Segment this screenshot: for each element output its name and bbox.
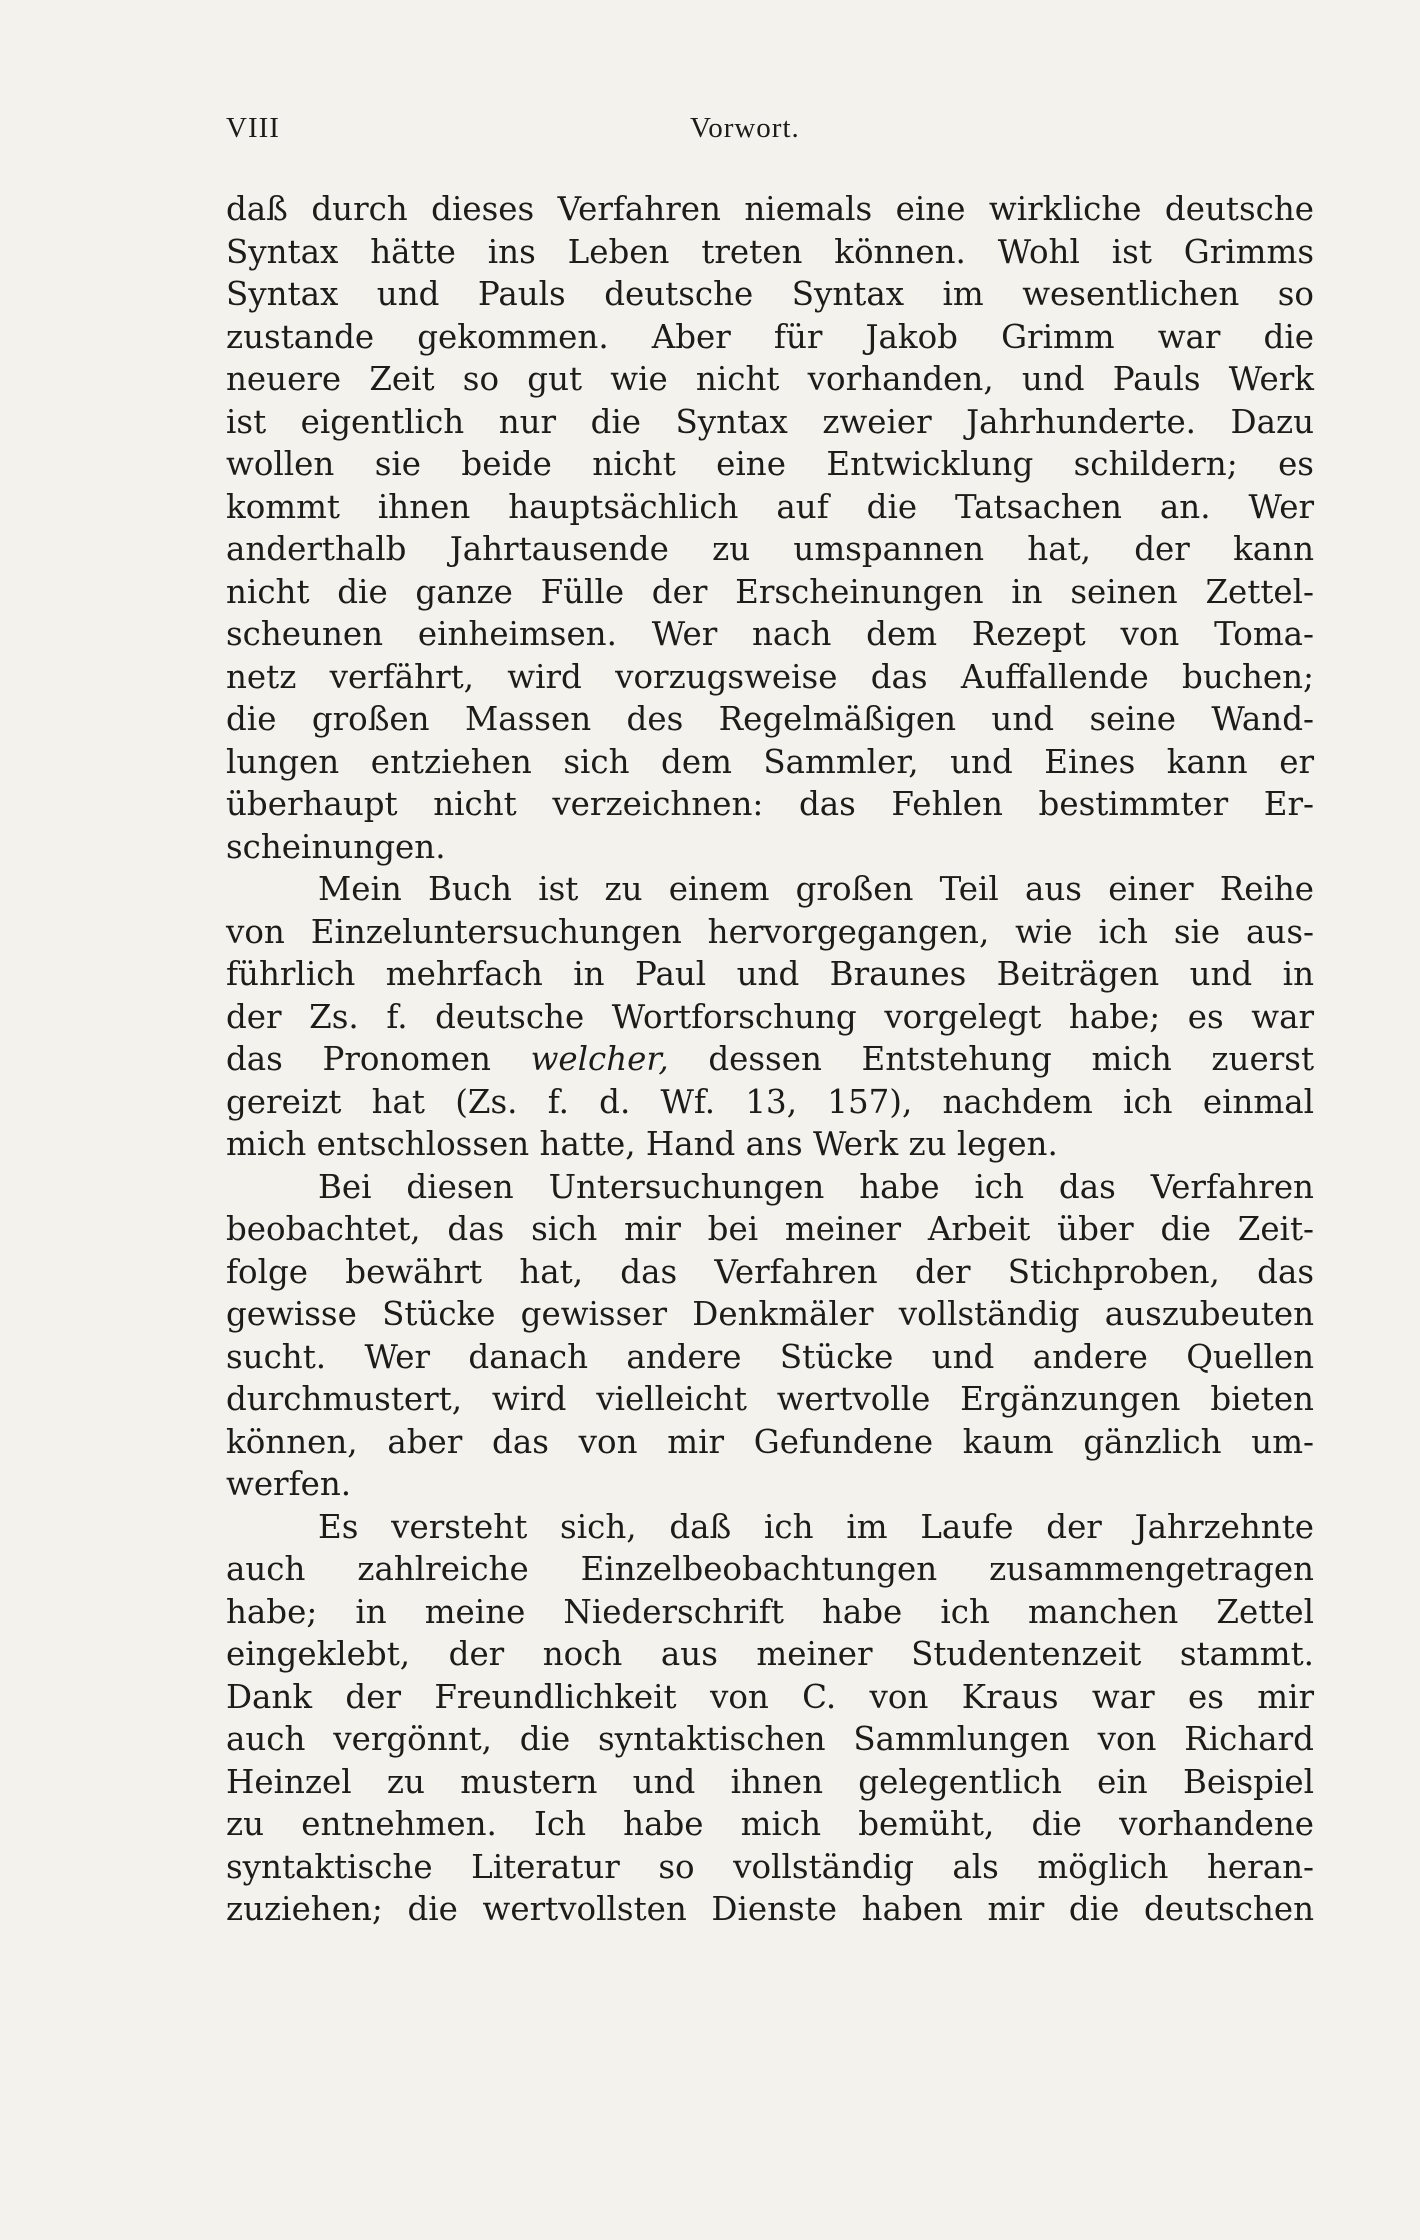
text-line: Syntax hätte ins Leben treten können. Wohl ist Grimms	[226, 232, 1314, 271]
text-line: habe; in meine Niederschrift habe ich manchen Zettel	[226, 1592, 1314, 1631]
paragraph-start-line: Mein Buch ist zu einem großen Teil aus einer Reihe	[318, 870, 1314, 908]
text-line: Syntax und Pauls deutsche Syntax im wesentlichen so	[226, 275, 1314, 313]
text-line: zuziehen; die wertvollsten Dienste haben mir die deutschen	[226, 1890, 1314, 1928]
text-line: lungen entziehen sich dem Sammler, und Eines kann er	[226, 742, 1314, 781]
text-line: gewisse Stücke gewisser Denkmäler vollständig auszubeuten	[226, 1295, 1314, 1333]
text-line: folge bewährt hat, das Verfahren der Stichproben, das	[226, 1252, 1314, 1291]
text-line: Heinzel zu mustern und ihnen gelegentlich ein Beispiel	[226, 1762, 1314, 1801]
text-line: führlich mehrfach in Paul und Braunes Beiträgen und in	[226, 955, 1314, 993]
text-line-with-italic	[226, 1038, 1314, 1081]
paragraph-end-line: werfen.	[226, 1465, 352, 1503]
text-line: syntaktische Literatur so vollständig als möglich heran-	[226, 1847, 1314, 1886]
paragraph-start-line: Bei diesen Untersuchungen habe ich das Verfahren	[318, 1167, 1314, 1206]
italic-term: welcher,	[530, 1040, 669, 1078]
text-line: sucht. Wer danach andere Stücke und andere Quellen	[226, 1337, 1314, 1376]
text-line: die großen Massen des Regelmäßigen und seine Wand-	[226, 700, 1314, 738]
text-line: netz verfährt, wird vorzugsweise das Auffallende buchen;	[226, 657, 1314, 696]
text-line: wollen sie beide nicht eine Entwicklung schildern; es	[226, 445, 1314, 483]
text-line: der Zs. f. deutsche Wortforschung vorgelegt habe; es war	[226, 997, 1314, 1036]
text-line: können, aber das von mir Gefundene kaum gänzlich um-	[226, 1422, 1314, 1461]
paragraph-start-line: Es versteht sich, daß ich im Laufe der Jahrzehnte	[318, 1507, 1314, 1546]
text-line: daß durch dieses Verfahren niemals eine wirkliche deutsche	[226, 190, 1314, 228]
text-line: Dank der Freundlichkeit von C. von Kraus war es mir	[226, 1677, 1314, 1716]
text-line: überhaupt nicht verzeichnen: das Fehlen bestimmter Er-	[226, 785, 1314, 823]
text-line: von Einzeluntersuchungen hervorgegangen, wie ich sie aus-	[226, 912, 1314, 951]
paragraph-end-line: mich entschlossen hatte, Hand ans Werk zu legen.	[226, 1125, 1058, 1163]
text-line: gereizt hat (Zs. f. d. Wf. 13, 157), nachdem ich einmal	[226, 1082, 1314, 1121]
running-title: Vorwort.	[690, 112, 800, 144]
paragraph-end-line: scheinungen.	[226, 827, 446, 866]
body-text	[226, 188, 1314, 1931]
text-line: beobachtet, das sich mir bei meiner Arbeit über die Zeit-	[226, 1210, 1314, 1248]
text-fragment: das Pronomen	[226, 1040, 531, 1078]
text-line: auch zahlreiche Einzelbeobachtungen zusammengetragen	[226, 1550, 1314, 1588]
text-fragment: dessen Entstehung mich zuerst	[668, 1040, 1314, 1078]
text-line: scheunen einheimsen. Wer nach dem Rezept von Toma-	[226, 615, 1314, 653]
text-line: eingeklebt, der noch aus meiner Studentenzeit stammt.	[226, 1635, 1314, 1673]
text-line: auch vergönnt, die syntaktischen Sammlungen von Richard	[226, 1720, 1314, 1758]
text-line: zu entnehmen. Ich habe mich bemüht, die vorhandene	[226, 1805, 1314, 1843]
running-head	[226, 112, 1314, 152]
text-line: kommt ihnen hauptsächlich auf die Tatsachen an. Wer	[226, 487, 1314, 526]
page-number: VIII	[226, 112, 280, 144]
text-line: anderthalb Jahrtausende zu umspannen hat, der kann	[226, 530, 1314, 568]
text-line: ist eigentlich nur die Syntax zweier Jahrhunderte. Dazu	[226, 402, 1314, 441]
text-line: durchmustert, wird vielleicht wertvolle Ergänzungen bieten	[226, 1380, 1314, 1418]
text-line: nicht die ganze Fülle der Erscheinungen in seinen Zettel-	[226, 572, 1314, 611]
text-line: neuere Zeit so gut wie nicht vorhanden, und Pauls Werk	[226, 360, 1314, 398]
text-line: zustande gekommen. Aber für Jakob Grimm war die	[226, 317, 1314, 356]
